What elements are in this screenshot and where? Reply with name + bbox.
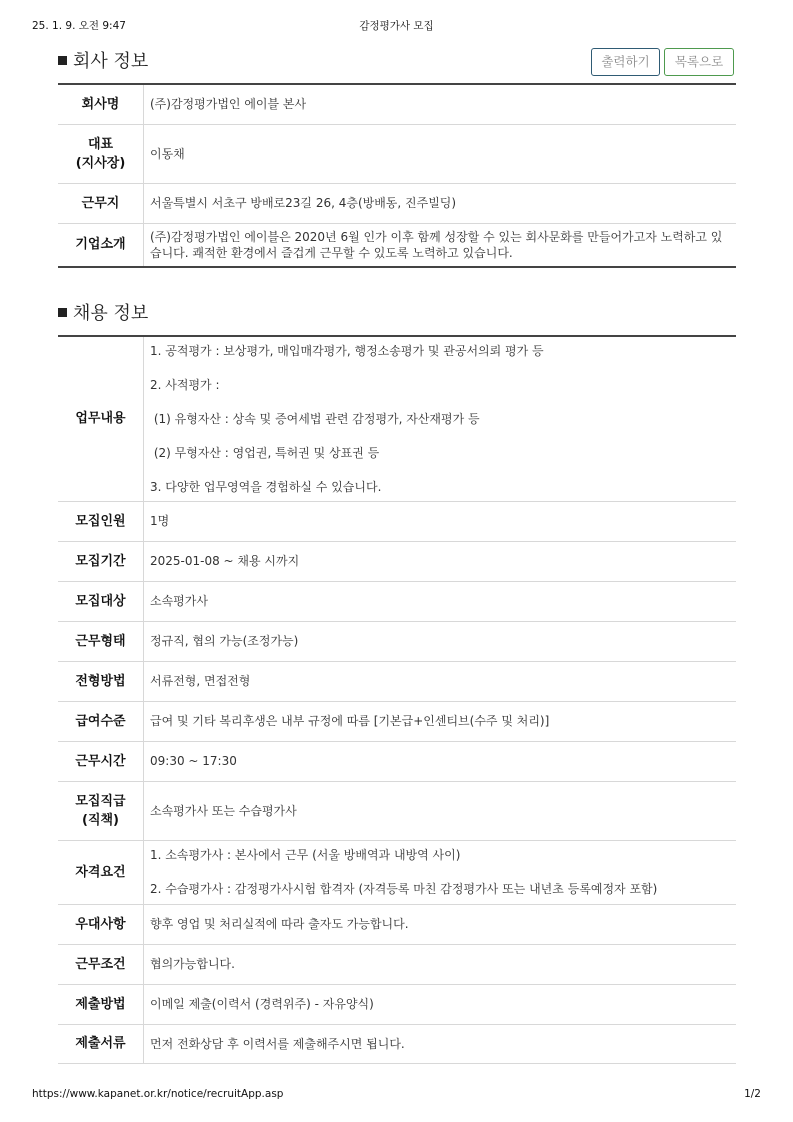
- company-name-value: (주)감정평가법인 에이블 본사: [144, 84, 737, 124]
- print-footer: [0, 1088, 793, 1104]
- recruit-section-title: [58, 299, 148, 325]
- table-row: [58, 904, 736, 944]
- duty-line: (1) 유형자산 : 상속 및 증여세법 관련 감정평가, 자산재평가 등: [150, 411, 480, 426]
- row-label: 회사명: [81, 96, 120, 112]
- table-row: [58, 621, 736, 661]
- submission-method-value: 이메일 제출(이력서 (경력위주) - 자유양식): [144, 984, 737, 1024]
- position-value: 소속평가사 또는 수습평가사: [144, 781, 737, 840]
- workplace-value: 서울특별시 서초구 방배로23길 26, 4층(방배동, 진주빌딩): [144, 183, 737, 223]
- hours-value: 09:30 ~ 17:30: [144, 741, 737, 781]
- row-label: 모집직급 (직책): [58, 781, 144, 840]
- row-label: 업무내용: [75, 411, 126, 427]
- table-row: [58, 984, 736, 1024]
- table-row: [58, 701, 736, 741]
- employment-type-value: 정규직, 협의 가능(조정가능): [144, 621, 737, 661]
- back-to-list-button[interactable]: 목록으로: [664, 48, 734, 76]
- duties-value: [144, 336, 737, 501]
- row-label: 우대사항: [58, 904, 144, 944]
- page-number: 1/2: [744, 1088, 761, 1100]
- table-row: [58, 741, 736, 781]
- table-row: [58, 84, 736, 124]
- row-label: 제출방법: [58, 984, 144, 1024]
- row-label: 모집대상: [58, 581, 144, 621]
- table-row: [58, 541, 736, 581]
- table-row: [58, 661, 736, 701]
- table-row: [58, 581, 736, 621]
- preferred-value: 향후 영업 및 처리실적에 따라 출자도 가능합니다.: [144, 904, 737, 944]
- qualifications-value: [144, 840, 737, 904]
- company-section-title-text: 회사 정보: [73, 51, 149, 72]
- qualification-line: 1. 소속평가사 : 본사에서 근무 (서울 방배역과 내방역 사이): [150, 848, 461, 862]
- selection-value: 서류전형, 면접전형: [144, 661, 737, 701]
- conditions-value: 협의가능합니다.: [144, 944, 737, 984]
- print-header: [0, 18, 793, 34]
- square-bullet-icon: [58, 56, 67, 65]
- recruit-section-title-text: 채용 정보: [73, 303, 149, 324]
- duty-line: 3. 다양한 업무영역을 경험하실 수 있습니다.: [150, 479, 382, 494]
- qualification-line: 2. 수습평가사 : 감정평가사시험 합격자 (자격등록 마친 감정평가사 또는 내년초 등록예정자 포함): [150, 882, 658, 896]
- recruit-info-table: [58, 335, 736, 1064]
- company-section-title: [58, 47, 148, 73]
- row-label: 모집기간: [58, 541, 144, 581]
- row-label: 모집인원: [58, 501, 144, 541]
- page-url: https://www.kapanet.or.kr/notice/recruitApp.asp: [32, 1088, 284, 1100]
- table-row: [58, 183, 736, 223]
- table-row: [58, 223, 736, 267]
- row-label: 급여수준: [58, 701, 144, 741]
- target-value: 소속평가사: [144, 581, 737, 621]
- headcount-value: 1명: [144, 501, 737, 541]
- salary-value: 급여 및 기타 복리후생은 내부 규정에 따름 [기본급+인센티브(수주 및 처리)]: [144, 701, 737, 741]
- row-label: 근무지: [58, 183, 144, 223]
- table-row: [58, 336, 736, 501]
- table-row: [58, 781, 736, 840]
- table-row: [58, 840, 736, 904]
- duty-line: 1. 공적평가 : 보상평가, 매입매각평가, 행정소송평가 및 관공서의뢰 평가 등: [150, 343, 544, 358]
- table-row: [58, 501, 736, 541]
- table-row: [58, 124, 736, 183]
- print-page-title: 감정평가사 모집: [359, 20, 434, 32]
- table-row: [58, 1024, 736, 1063]
- row-label: 근무형태: [58, 621, 144, 661]
- period-value: 2025-01-08 ~ 채용 시까지: [144, 541, 737, 581]
- square-bullet-icon: [58, 308, 67, 317]
- row-label: 전형방법: [58, 661, 144, 701]
- print-datetime: 25. 1. 9. 오전 9:47: [32, 20, 126, 32]
- row-label: 제출서류: [58, 1024, 144, 1063]
- print-button[interactable]: 출력하기: [591, 48, 660, 76]
- row-label: 근무시간: [58, 741, 144, 781]
- table-row: [58, 944, 736, 984]
- row-label: 대표 (지사장): [58, 124, 144, 183]
- ceo-value: 이동채: [144, 124, 737, 183]
- row-label: 근무조건: [58, 944, 144, 984]
- duty-line: (2) 무형자산 : 영업권, 특허권 및 상표권 등: [150, 445, 380, 460]
- row-label: 자격요건: [58, 840, 144, 904]
- documents-value: 먼저 전화상담 후 이력서를 제출해주시면 됩니다.: [144, 1024, 737, 1063]
- company-info-table: [58, 83, 736, 268]
- company-intro-value: (주)감정평가법인 에이블은 2020년 6월 인가 이후 함께 성장할 수 있는 회사문화를 만들어가고자 노력하고 있습니다. 쾌적한 환경에서 즐겁게 근무할 수 있도록 노력하고 있습니다.: [144, 223, 737, 267]
- duty-line: 2. 사적평가 :: [150, 377, 220, 392]
- row-label: 기업소개: [58, 223, 144, 267]
